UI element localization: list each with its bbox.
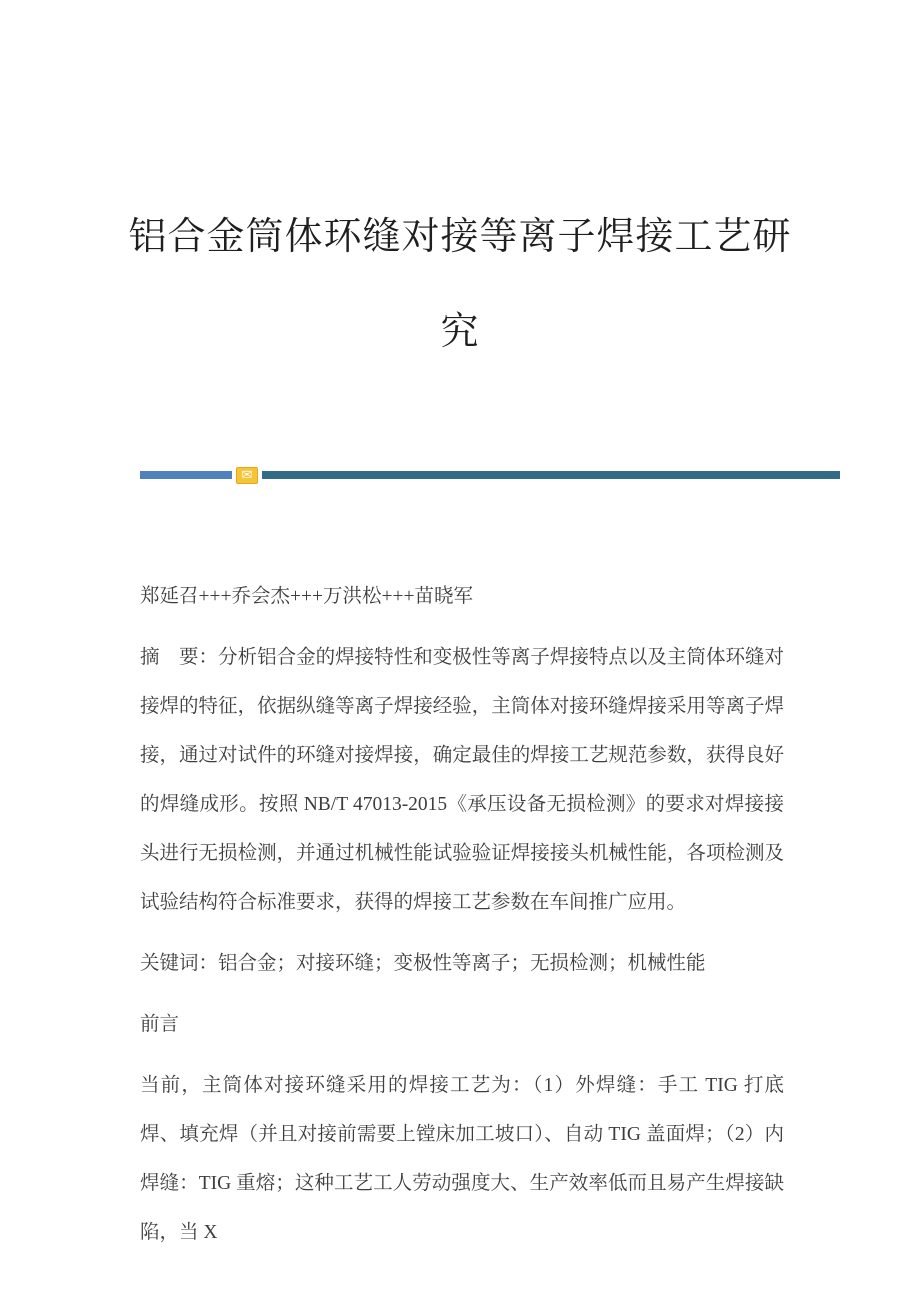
authors-line: 郑延召+++乔会杰+++万洪松+++苗晓军 <box>140 586 473 607</box>
abstract-paragraph: 摘 要：分析铝合金的焊接特性和变极性等离子焊接特点以及主筒体环缝对接焊的特征，依据纵缝等离子焊接经验，主筒体对接环缝焊接采用等离子焊接，通过对试件的环缝对接焊接，确定最佳的焊接工艺规范参数，获得良好的焊缝成形。按照 NB/T 47013-2015《承压设备无损检测》的要求对焊接接头进行无损检测，并通过机械性能试验验证焊接接头机械性能，各项检测及试验结构符合标准要求，获得的焊接工艺参数在车间推广应用。 <box>140 647 784 913</box>
keywords-line: 关键词：铝合金；对接环缝；变极性等离子；无损检测；机械性能 <box>140 953 706 974</box>
divider-accent-segment <box>140 471 232 479</box>
document-title: 铝合金筒体环缝对接等离子焊接工艺研究 <box>128 216 792 353</box>
section-heading-foreword: 前言 <box>140 1014 180 1035</box>
divider-icon-slot <box>232 467 262 484</box>
intro-paragraph: 当前，主筒体对接环缝采用的焊接工艺为：（1）外焊缝：手工 TIG 打底焊、填充焊（并且对接前需要上镗床加工坡口）、自动 TIG 盖面焊；（2）内焊缝：TIG 重熔；这种工艺工人劳动强度大、生产效率低而且易产生焊接缺陷，当 X <box>140 1075 784 1243</box>
title-divider <box>140 466 840 484</box>
envelope-icon: ✉ <box>236 467 258 484</box>
document-body <box>140 572 784 1257</box>
divider-bar <box>262 471 840 479</box>
